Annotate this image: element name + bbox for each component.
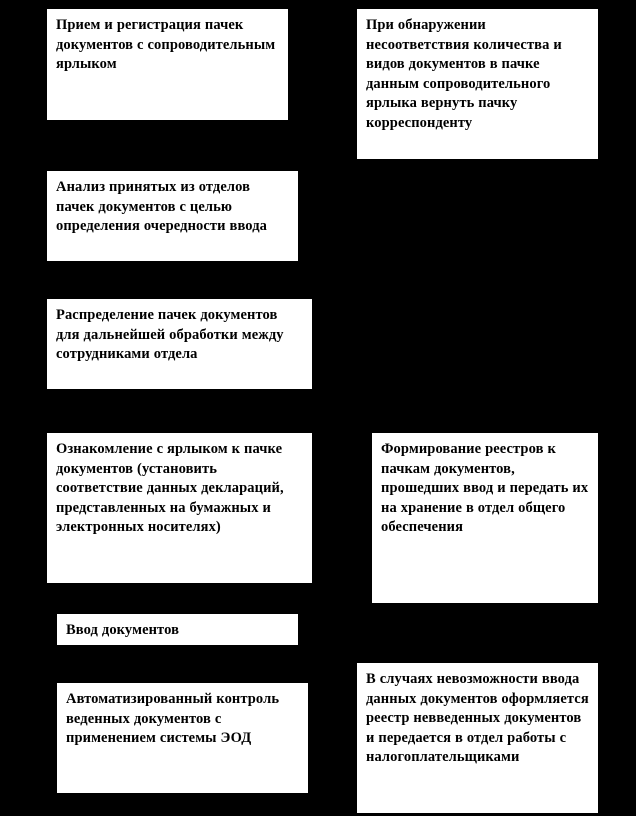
block-analiz-prinyatyh: Анализ принятых из отделов пачек документов с целью определения очередности ввода [46, 170, 299, 262]
block-vvod-dokumentov: Ввод документов [56, 613, 299, 646]
block-formirovanie-reestrov: Формирование реестров к пачкам документов, прошедших ввод и передать их на хранение в отдел общего обеспечения [371, 432, 599, 604]
block-raspredelenie-pachek: Распределение пачек документов для дальнейшей обработки между сотрудниками отдела [46, 298, 313, 390]
block-priem-registratsiya: Прием и регистрация пачек документов с сопроводительным ярлыком [46, 8, 289, 121]
block-avtomatizirovannyy-kontrol: Автоматизированный контроль веденных документов с применением системы ЭОД [56, 682, 309, 794]
block-v-sluchayah-nevozmozhnosti: В случаях невозможности ввода данных документов оформляется реестр невведенных документов и передается в отдел работы с налогоплательщиками [356, 662, 599, 814]
block-oznakomlenie-s-yarlykom: Ознакомление с ярлыком к пачке документов (установить соответствие данных деклараций, представленных на бумажных и электронных носителях) [46, 432, 313, 584]
block-pri-obnaruzhenii: При обнаружении несоответствия количества и видов документов в пачке данным сопроводительного ярлыка вернуть пачку корреспонденту [356, 8, 599, 160]
